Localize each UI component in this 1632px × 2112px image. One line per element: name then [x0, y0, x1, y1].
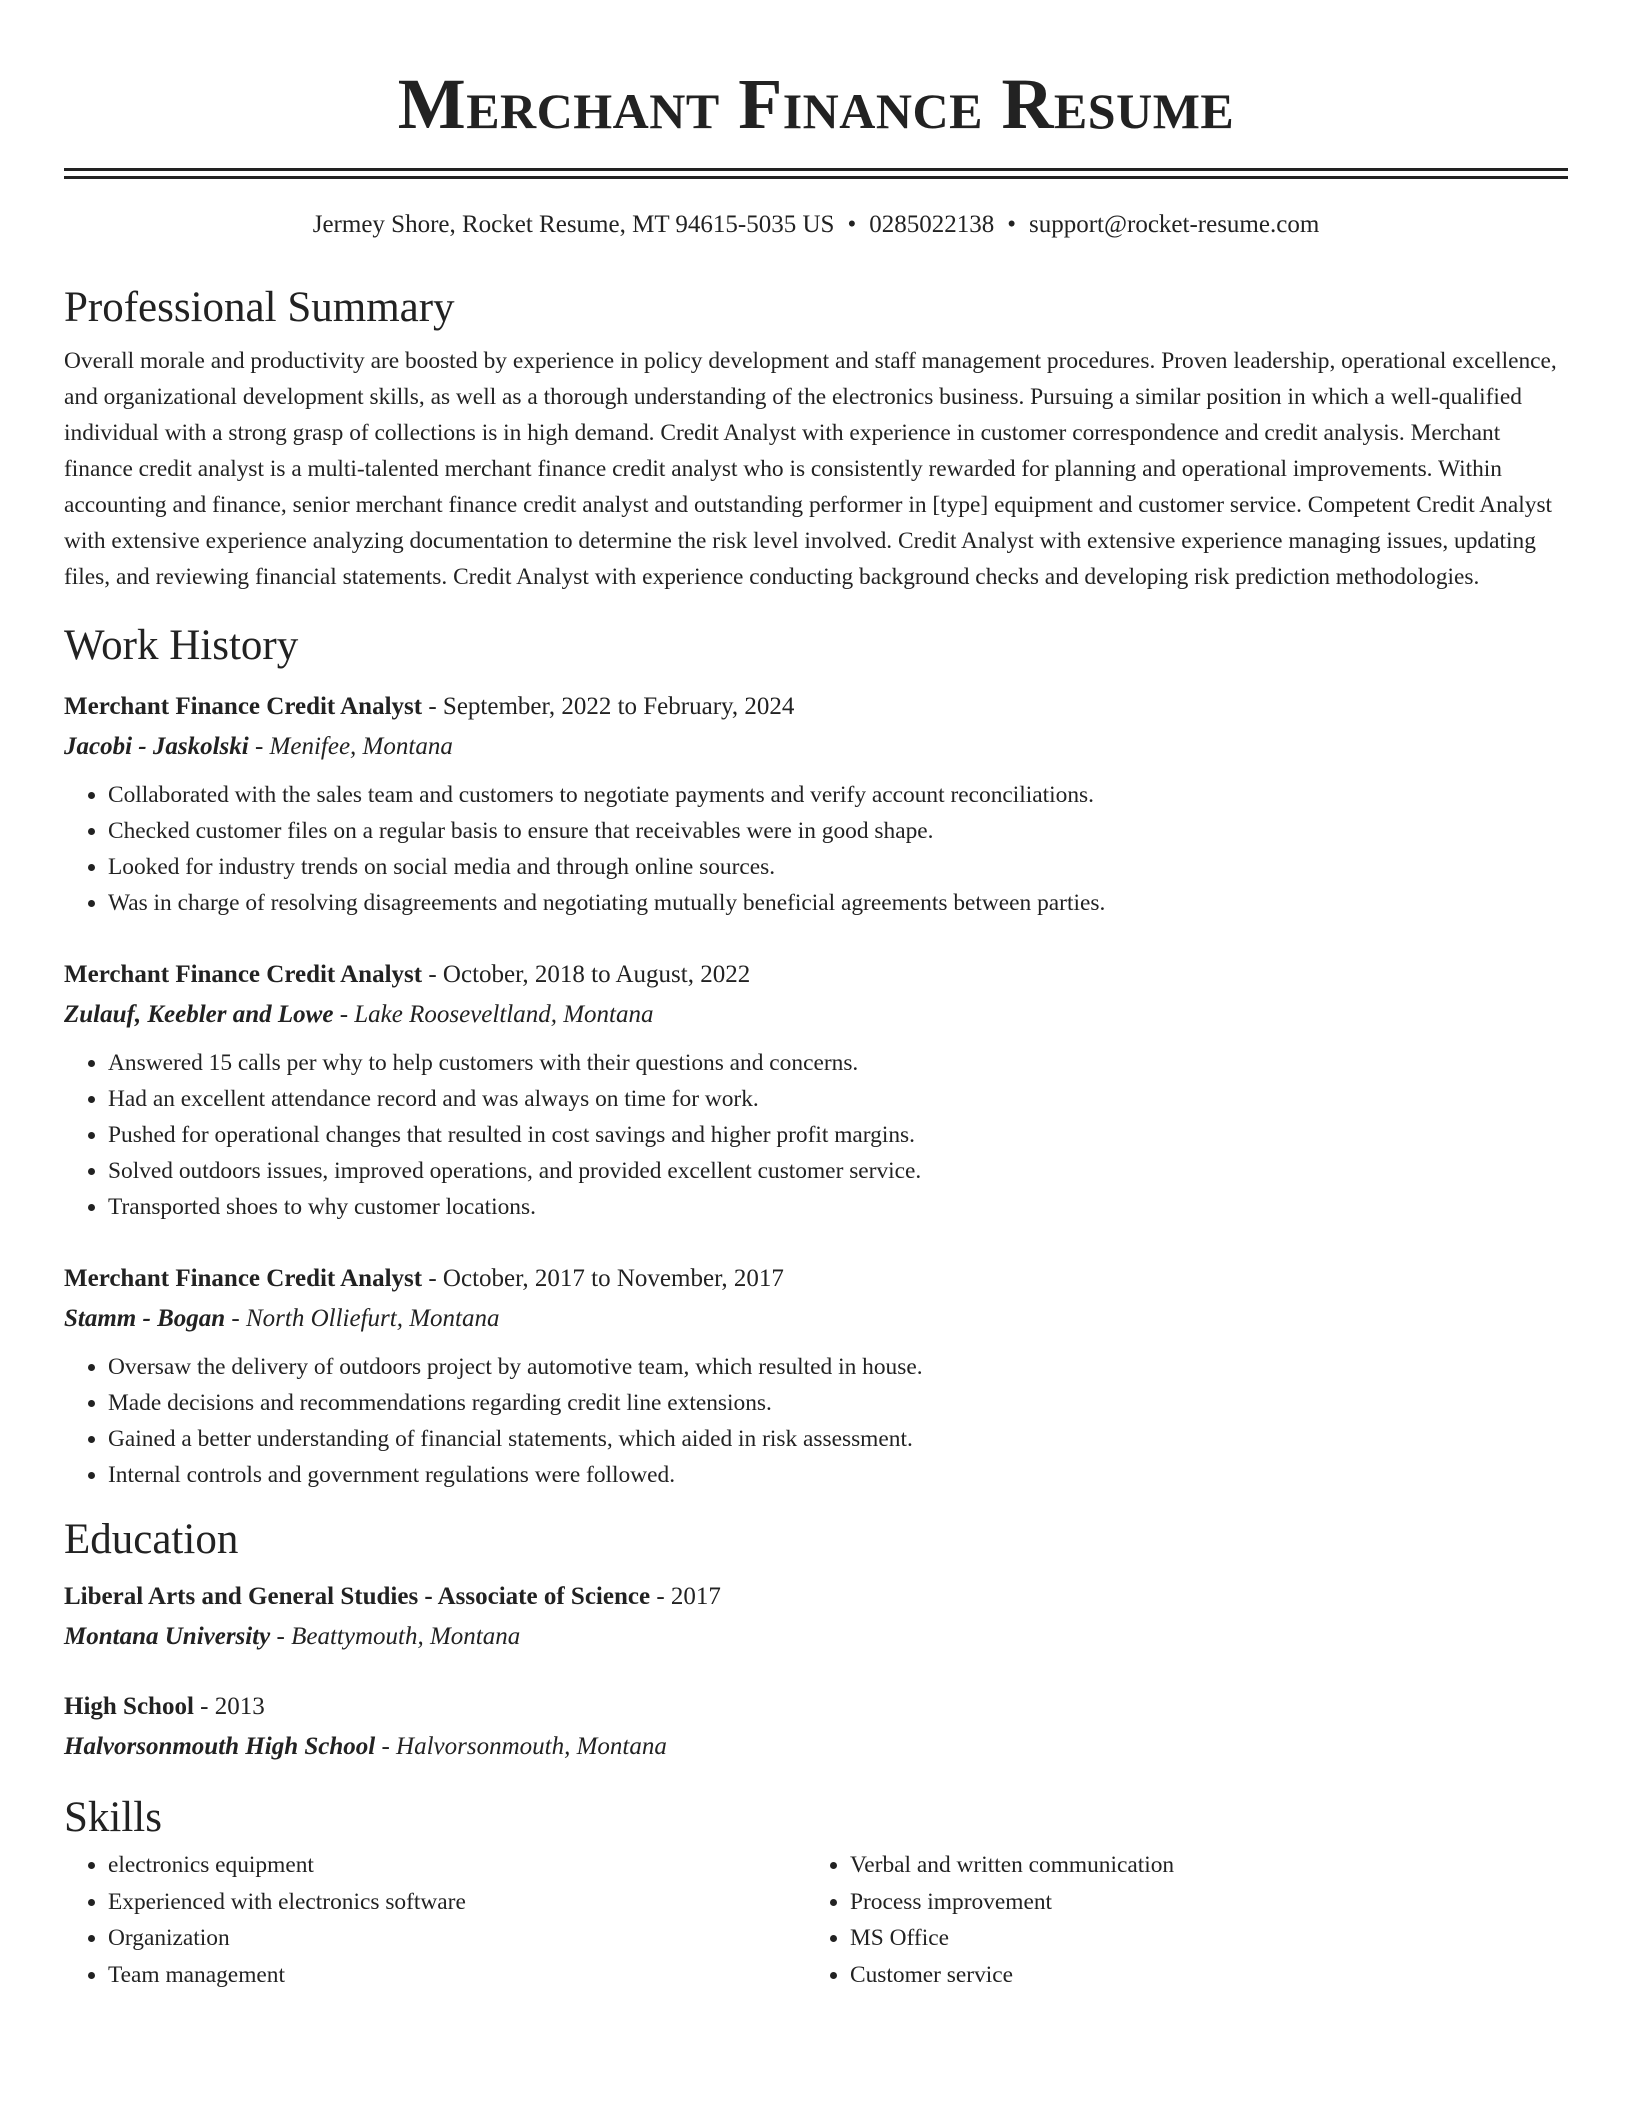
job-bullet: • Checked customer files on a regular basis to ensure that receivables were in good shape. — [108, 813, 1568, 849]
job-bullets — [64, 777, 1568, 921]
skill-item: • Verbal and written communication — [850, 1847, 1548, 1884]
summary-text: Overall morale and productivity are boosted by experience in policy development and staff management procedures. Proven leadership, operational excellence, and organizational development skills, as well as a thorough understanding of the electronics business. Pursuing a similar position in which a well-qualified individual with a strong grasp of collections is in high demand. Credit Analyst with experience in customer correspondence and credit analysis. Merchant finance credit analyst is a multi-talented merchant finance credit analyst who is consistently rewarded for planning and operational improvements. Within accounting and finance, senior merchant finance credit analyst and outstanding performer in [type] equipment and customer service. Competent Credit Analyst with extensive experience analyzing documentation to determine the risk level involved. Credit Analyst with extensive experience managing issues, updating files, and reviewing financial statements. Credit Analyst with experience conducting background checks and developing risk prediction methodologies. — [64, 348, 1557, 590]
job-company-line — [64, 995, 1568, 1035]
education-school: Halvorsonmouth High School — [64, 1733, 376, 1760]
contact-address: Jermey Shore, Rocket Resume, MT 94615-5035 US — [312, 211, 835, 238]
skill-item: • Organization — [108, 1920, 806, 1957]
education-degree: Liberal Arts and General Studies - Associate of Science — [64, 1583, 651, 1610]
skills-columns — [64, 1847, 1568, 1993]
education-school-line — [64, 1617, 1568, 1657]
job-title: Merchant Finance Credit Analyst — [64, 1265, 423, 1292]
job-bullet: • Answered 15 calls per why to help customers with their questions and concerns. — [108, 1045, 1568, 1081]
education-school: Montana University — [64, 1623, 271, 1650]
job-dates: - October, 2018 to August, 2022 — [422, 961, 751, 988]
resume-page — [64, 0, 1568, 1993]
job-bullet: • Pushed for operational changes that resulted in cost savings and higher profit margins. — [108, 1117, 1568, 1153]
job-company-line — [64, 1299, 1568, 1339]
contact-separator: • — [847, 211, 857, 238]
job-bullet: • Looked for industry trends on social media and through online sources. — [108, 849, 1568, 885]
skills-list-left — [64, 1847, 806, 1993]
contact-separator: • — [1007, 211, 1016, 238]
job-title: Merchant Finance Credit Analyst — [64, 961, 423, 988]
job-bullet: • Made decisions and recommendations regarding credit line extensions. — [108, 1385, 1568, 1421]
work-history-heading: Work History — [64, 622, 299, 669]
resume-title: Merchant Finance Resume — [397, 64, 1235, 144]
title-divider-thick — [64, 168, 1568, 171]
education-location: - Beattymouth, Montana — [270, 1623, 521, 1650]
job-title: Merchant Finance Credit Analyst — [64, 693, 423, 720]
job-title-line — [64, 955, 1568, 995]
contact-email: support@rocket-resume.com — [1028, 211, 1320, 238]
skills-heading: Skills — [64, 1794, 162, 1841]
education-entry — [64, 1577, 1568, 1657]
skill-item: • Customer service — [850, 1957, 1548, 1994]
education-heading: Education — [64, 1516, 239, 1563]
job-title-line — [64, 687, 1568, 727]
job-location: - North Olliefurt, Montana — [225, 1305, 500, 1332]
job-company: Zulauf, Keebler and Lowe — [64, 1001, 334, 1028]
education-school-line — [64, 1727, 1568, 1767]
job-company: Jacobi - Jaskolski — [64, 733, 249, 760]
education-year: - 2017 — [650, 1583, 721, 1610]
job-entry — [64, 687, 1568, 921]
education-degree-line — [64, 1687, 1568, 1727]
summary-heading: Professional Summary — [64, 284, 455, 331]
skill-item: • Team management — [108, 1957, 806, 1994]
job-company-line — [64, 727, 1568, 767]
job-title-line — [64, 1259, 1568, 1299]
job-bullets — [64, 1045, 1568, 1225]
skill-item: • Experienced with electronics software — [108, 1884, 806, 1921]
contact-phone: 0285022138 — [869, 211, 995, 238]
skill-item: • MS Office — [850, 1920, 1548, 1957]
job-location: - Menifee, Montana — [248, 733, 453, 760]
job-dates: - September, 2022 to February, 2024 — [422, 693, 795, 720]
contact-line — [64, 209, 1568, 241]
education-location: - Halvorsonmouth, Montana — [375, 1733, 667, 1760]
skill-item: • electronics equipment — [108, 1847, 806, 1884]
job-bullet: • Solved outdoors issues, improved operations, and provided excellent customer service. — [108, 1153, 1568, 1189]
job-bullets — [64, 1349, 1568, 1493]
job-dates: - October, 2017 to November, 2017 — [422, 1265, 784, 1292]
education-year: - 2013 — [193, 1693, 265, 1720]
job-company: Stamm - Bogan — [64, 1305, 226, 1332]
job-entry — [64, 955, 1568, 1225]
title-divider-thin — [64, 176, 1568, 179]
job-location: - Lake Rooseveltland, Montana — [333, 1001, 654, 1028]
job-bullet: • Internal controls and government regulations were followed. — [108, 1457, 1568, 1493]
skill-item: • Process improvement — [850, 1884, 1548, 1921]
job-bullet: • Had an excellent attendance record and was always on time for work. — [108, 1081, 1568, 1117]
job-bullet: • Collaborated with the sales team and customers to negotiate payments and verify account reconciliations. — [108, 777, 1568, 813]
job-bullet: • Was in charge of resolving disagreements and negotiating mutually beneficial agreements between parties. — [108, 885, 1568, 921]
education-degree-line — [64, 1577, 1568, 1617]
job-bullet: • Gained a better understanding of financial statements, which aided in risk assessment. — [108, 1421, 1568, 1457]
education-degree: High School — [64, 1693, 194, 1720]
job-bullet: • Oversaw the delivery of outdoors project by automotive team, which resulted in house. — [108, 1349, 1568, 1385]
job-bullet: • Transported shoes to why customer locations. — [108, 1189, 1568, 1225]
education-entry — [64, 1687, 1568, 1767]
skills-list-right — [806, 1847, 1548, 1993]
job-entry — [64, 1259, 1568, 1493]
